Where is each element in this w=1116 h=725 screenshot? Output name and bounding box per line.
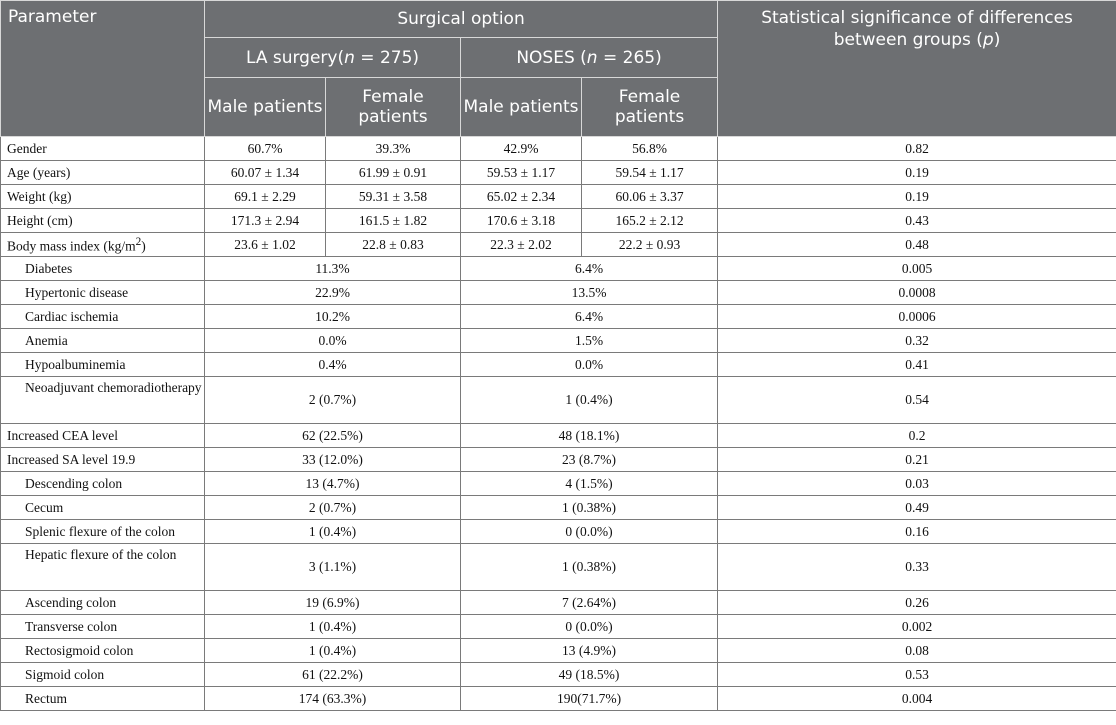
row-label: Cecum (1, 496, 205, 520)
noses-value: 6.4% (461, 257, 718, 281)
row-label: Weight (kg) (1, 185, 205, 209)
header-la-surgery: LA surgery(n = 275) (205, 38, 461, 78)
noses-value: 13 (4.9%) (461, 639, 718, 663)
header-significance: Statistical significance of differences between groups (p) (718, 1, 1116, 137)
noses-value: 4 (1.5%) (461, 472, 718, 496)
p-value: 0.54 (718, 377, 1116, 424)
table-header (1, 1, 1116, 137)
p-value: 0.005 (718, 257, 1116, 281)
noses-male-value: 42.9% (461, 137, 582, 161)
table-row (1, 257, 1116, 281)
p-value: 0.41 (718, 353, 1116, 377)
la-value: 174 (63.3%) (205, 687, 461, 711)
noses-value: 49 (18.5%) (461, 663, 718, 687)
table-row (1, 185, 1116, 209)
la-value: 0.4% (205, 353, 461, 377)
la-female-value: 39.3% (326, 137, 461, 161)
la-value: 13 (4.7%) (205, 472, 461, 496)
p-value: 0.19 (718, 185, 1116, 209)
noses-value: 48 (18.1%) (461, 424, 718, 448)
row-label: Sigmoid colon (1, 663, 205, 687)
la-value: 0.0% (205, 329, 461, 353)
noses-male-value: 65.02 ± 2.34 (461, 185, 582, 209)
noses-value: 6.4% (461, 305, 718, 329)
noses-value: 0.0% (461, 353, 718, 377)
la-value: 62 (22.5%) (205, 424, 461, 448)
row-label: Rectum (1, 687, 205, 711)
la-value: 1 (0.4%) (205, 639, 461, 663)
noses-female-value: 56.8% (582, 137, 718, 161)
la-male-value: 69.1 ± 2.29 (205, 185, 326, 209)
row-label: Gender (1, 137, 205, 161)
la-value: 2 (0.7%) (205, 496, 461, 520)
la-male-value: 60.7% (205, 137, 326, 161)
row-label: Age (years) (1, 161, 205, 185)
table-row (1, 591, 1116, 615)
table-row (1, 687, 1116, 711)
table-row (1, 329, 1116, 353)
header-la-female: Female patients (326, 78, 461, 137)
table-row (1, 281, 1116, 305)
noses-value: 7 (2.64%) (461, 591, 718, 615)
noses-female-value: 60.06 ± 3.37 (582, 185, 718, 209)
header-surgical-option: Surgical option (205, 1, 718, 38)
la-value: 22.9% (205, 281, 461, 305)
la-value: 11.3% (205, 257, 461, 281)
noses-value: 1.5% (461, 329, 718, 353)
la-value: 1 (0.4%) (205, 615, 461, 639)
row-label: Rectosigmoid colon (1, 639, 205, 663)
table-row (1, 353, 1116, 377)
row-label: Body mass index $(kg/m^2)$ (1, 233, 205, 257)
row-label: Hypoalbuminemia (1, 353, 205, 377)
noses-male-value: 170.6 ± 3.18 (461, 209, 582, 233)
p-value: 0.49 (718, 496, 1116, 520)
row-label: Ascending colon (1, 591, 205, 615)
header-noses-male: Male patients (461, 78, 582, 137)
noses-value: 1 (0.4%) (461, 377, 718, 424)
la-value: 2 (0.7%) (205, 377, 461, 424)
table-row (1, 544, 1116, 591)
header-parameter: Parameter (1, 1, 205, 137)
noses-female-value: 22.2 ± 0.93 (582, 233, 718, 257)
header-noses: NOSES (n = 265) (461, 38, 718, 78)
noses-female-value: 165.2 ± 2.12 (582, 209, 718, 233)
table-row (1, 305, 1116, 329)
noses-value: 0 (0.0%) (461, 615, 718, 639)
table-row (1, 448, 1116, 472)
noses-value: 0 (0.0%) (461, 520, 718, 544)
row-label: Descending colon (1, 472, 205, 496)
table-row (1, 161, 1116, 185)
noses-male-value: 22.3 ± 2.02 (461, 233, 582, 257)
p-value: 0.48 (718, 233, 1116, 257)
table-body (1, 137, 1116, 711)
table-row (1, 496, 1116, 520)
la-value: 3 (1.1%) (205, 544, 461, 591)
la-female-value: 61.99 ± 0.91 (326, 161, 461, 185)
row-label: Increased CEA level (1, 424, 205, 448)
noses-value: 1 (0.38%) (461, 544, 718, 591)
p-value: 0.16 (718, 520, 1116, 544)
p-value: 0.82 (718, 137, 1116, 161)
p-value: 0.43 (718, 209, 1116, 233)
noses-value: 1 (0.38%) (461, 496, 718, 520)
table-row (1, 137, 1116, 161)
p-value: 0.03 (718, 472, 1116, 496)
header-la-male: Male patients (205, 78, 326, 137)
la-male-value: 171.3 ± 2.94 (205, 209, 326, 233)
la-female-value: 161.5 ± 1.82 (326, 209, 461, 233)
p-value: 0.0008 (718, 281, 1116, 305)
la-value: 19 (6.9%) (205, 591, 461, 615)
table-row (1, 615, 1116, 639)
p-value: 0.19 (718, 161, 1116, 185)
noses-value: 13.5% (461, 281, 718, 305)
p-value: 0.08 (718, 639, 1116, 663)
row-label: Increased SA level 19.9 (1, 448, 205, 472)
row-label: Cardiac ischemia (1, 305, 205, 329)
row-label: Splenic flexure of the colon (1, 520, 205, 544)
la-value: 1 (0.4%) (205, 520, 461, 544)
header-noses-female: Female patients (582, 78, 718, 137)
p-value: 0.2 (718, 424, 1116, 448)
la-value: 61 (22.2%) (205, 663, 461, 687)
table-row (1, 663, 1116, 687)
la-male-value: 23.6 ± 1.02 (205, 233, 326, 257)
row-label: Height (cm) (1, 209, 205, 233)
table-row (1, 233, 1116, 257)
p-value: 0.002 (718, 615, 1116, 639)
la-male-value: 60.07 ± 1.34 (205, 161, 326, 185)
noses-value: 23 (8.7%) (461, 448, 718, 472)
noses-female-value: 59.54 ± 1.17 (582, 161, 718, 185)
table-row (1, 209, 1116, 233)
row-label: Hypertonic disease (1, 281, 205, 305)
row-label: Transverse colon (1, 615, 205, 639)
table-row (1, 472, 1116, 496)
p-value: 0.26 (718, 591, 1116, 615)
p-value: 0.33 (718, 544, 1116, 591)
la-value: 33 (12.0%) (205, 448, 461, 472)
row-label: Diabetes (1, 257, 205, 281)
noses-male-value: 59.53 ± 1.17 (461, 161, 582, 185)
table-row (1, 377, 1116, 424)
la-female-value: 22.8 ± 0.83 (326, 233, 461, 257)
p-value: 0.21 (718, 448, 1116, 472)
la-value: 10.2% (205, 305, 461, 329)
table-row (1, 424, 1116, 448)
row-label: Hepatic flexure of the colon (1, 544, 205, 591)
table-row (1, 639, 1116, 663)
noses-value: 190(71.7%) (461, 687, 718, 711)
p-value: 0.32 (718, 329, 1116, 353)
row-label: Neoadjuvant chemoradiotherapy (1, 377, 205, 424)
p-value: 0.53 (718, 663, 1116, 687)
row-label: Anemia (1, 329, 205, 353)
table-row (1, 520, 1116, 544)
p-value: 0.0006 (718, 305, 1116, 329)
p-value: 0.004 (718, 687, 1116, 711)
la-female-value: 59.31 ± 3.58 (326, 185, 461, 209)
